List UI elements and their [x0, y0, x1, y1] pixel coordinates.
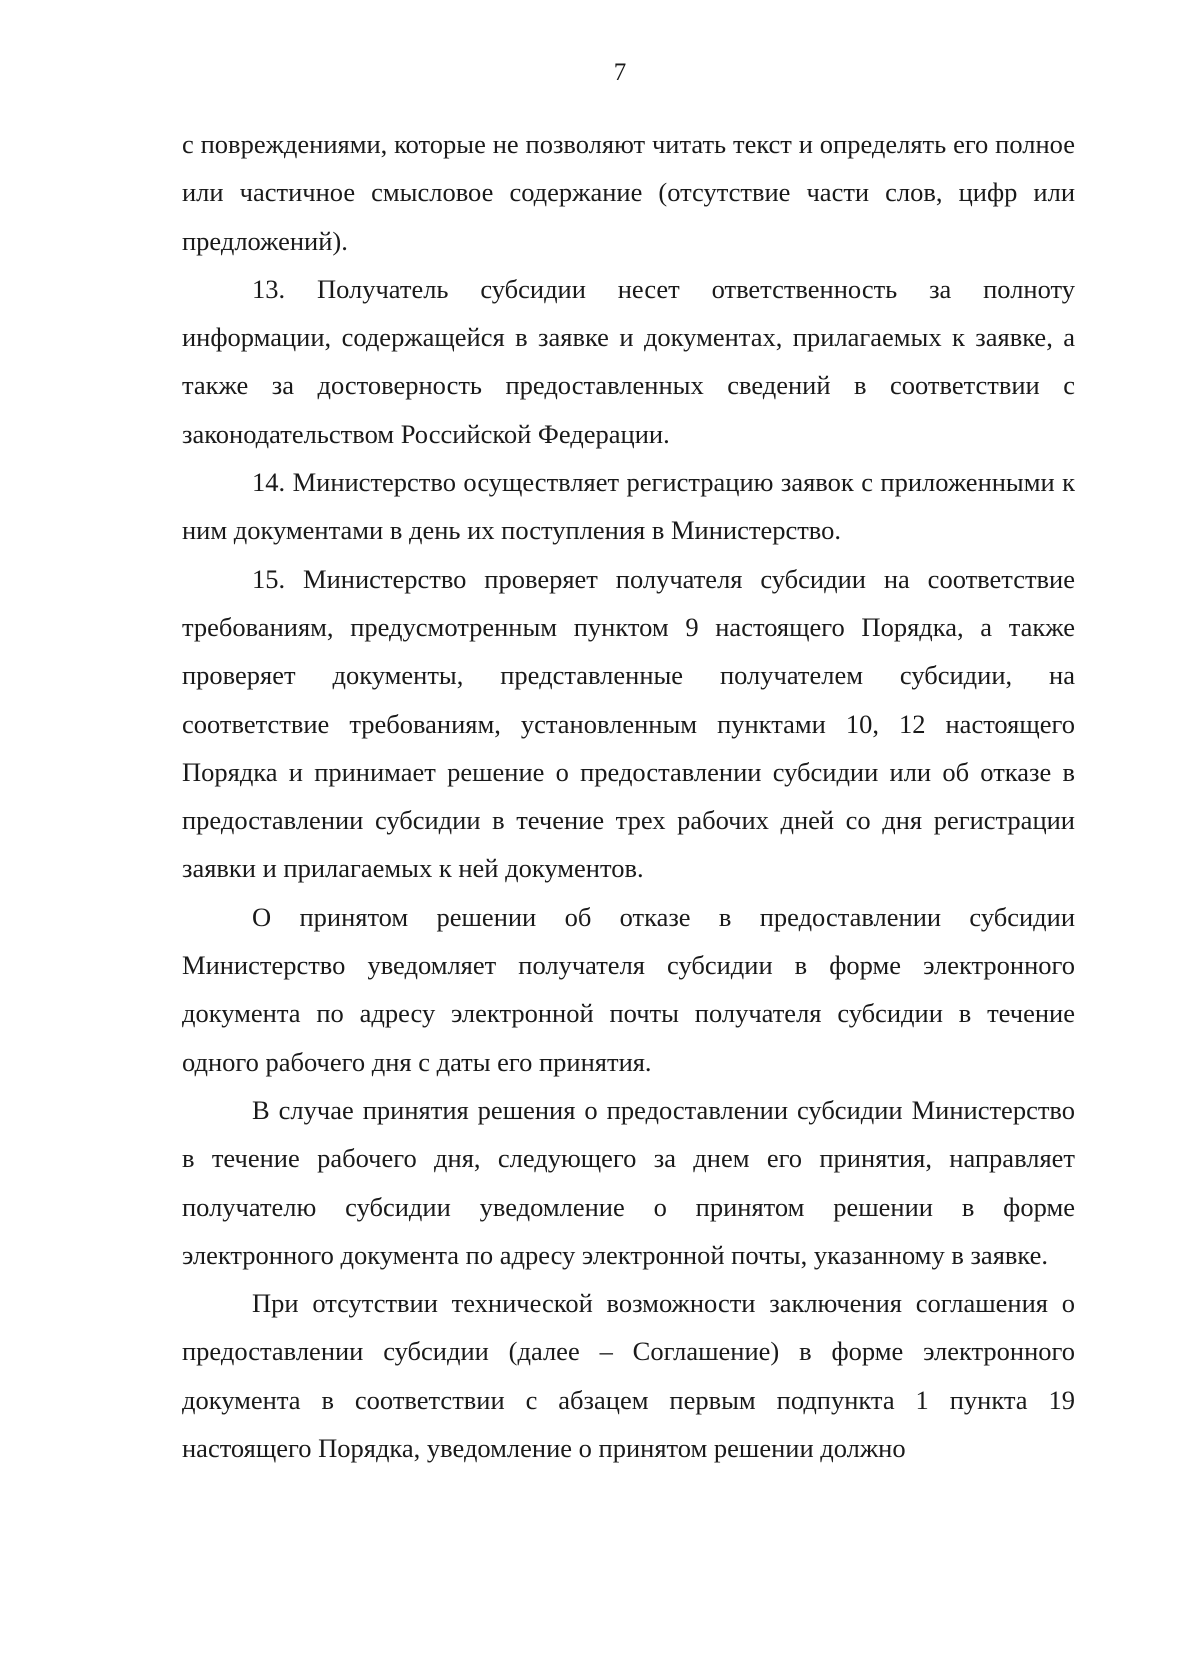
- paragraph-continuation: [182, 120, 1075, 265]
- paragraph-grant-notice: [182, 1086, 1075, 1279]
- text-line: В случае принятия решения о предоставлении субсидии: [252, 1094, 912, 1125]
- text-line: одного рабочего дня с даты его принятия.: [182, 1046, 652, 1077]
- text-line: проверяет документы, представленные получателем субсидии,: [182, 660, 1050, 691]
- text-line: документа по адресу электронной почты получателя субсидии в течение: [182, 998, 1075, 1029]
- document-body: [182, 120, 1075, 1472]
- text-line: документа в соответствии с абзацем первым подпункта 1 пункта 19: [182, 1384, 1075, 1415]
- text-line: с повреждениями, которые не позволяют читать текст и определять его: [182, 129, 996, 159]
- text-line: полное или частичное смысловое содержание (отсутствие части слов,: [182, 129, 1075, 208]
- text-line: с приложенными к ним документами в день их поступления: [182, 467, 1076, 546]
- text-line: а также за достоверность предоставленных сведений в соответствии: [182, 322, 1075, 401]
- text-line: о предоставлении субсидии (далее – Соглашение) в форме электронного: [182, 1288, 1075, 1367]
- text-line: информации, содержащейся в заявке и документах, прилагаемых к заявке,: [182, 322, 1064, 353]
- text-line: 13. Получатель субсидии несет ответственность за полноту: [252, 273, 1075, 304]
- text-line: дня регистрации заявки и прилагаемых к ней документов.: [182, 805, 1075, 884]
- text-line: направляет получателю субсидии уведомление о принятом решении: [182, 1143, 1075, 1222]
- text-line: или об отказе в предоставлении субсидии в течение трех рабочих дней со: [182, 756, 1075, 836]
- text-line: О принятом решении об отказе в предоставлении субсидии: [252, 901, 1075, 932]
- text-line: цифр или предложений).: [182, 177, 1076, 256]
- paragraph-refusal-notice: [182, 893, 1075, 1086]
- paragraph-15: [182, 555, 1075, 893]
- text-line: указанному в заявке.: [813, 1239, 1048, 1270]
- text-line: в форме электронного документа по адресу электронной почты,: [182, 1191, 1075, 1270]
- text-line: При отсутствии технической возможности заключения соглашения: [252, 1288, 1062, 1319]
- text-line: 15. Министерство проверяет получателя субсидии на соответствие: [252, 563, 1075, 594]
- page-number: 7: [613, 59, 627, 86]
- paragraph-agreement: [182, 1279, 1075, 1472]
- paragraph-14: [182, 458, 1075, 555]
- text-line: настоящего Порядка и принимает решение о предоставлении субсидии: [182, 708, 1075, 787]
- text-line: требованиям, предусмотренным пунктом 9 настоящего Порядка, а также: [182, 611, 1075, 642]
- text-line: 14. Министерство осуществляет регистрацию заявок: [252, 467, 862, 498]
- paragraph-13: [182, 265, 1075, 458]
- text-line: с законодательством Российской Федерации.: [182, 370, 1075, 449]
- text-line: Министерство уведомляет получателя субсидии в форме электронного: [182, 950, 1075, 981]
- text-line: настоящего Порядка, уведомление о принятом решении должно: [182, 1433, 906, 1464]
- text-line: в Министерство.: [651, 515, 842, 546]
- text-line: на соответствие требованиям, установленным пунктами 10, 12: [182, 660, 1075, 739]
- text-line: Министерство в течение рабочего дня, следующего за днем его принятия,: [182, 1094, 1075, 1174]
